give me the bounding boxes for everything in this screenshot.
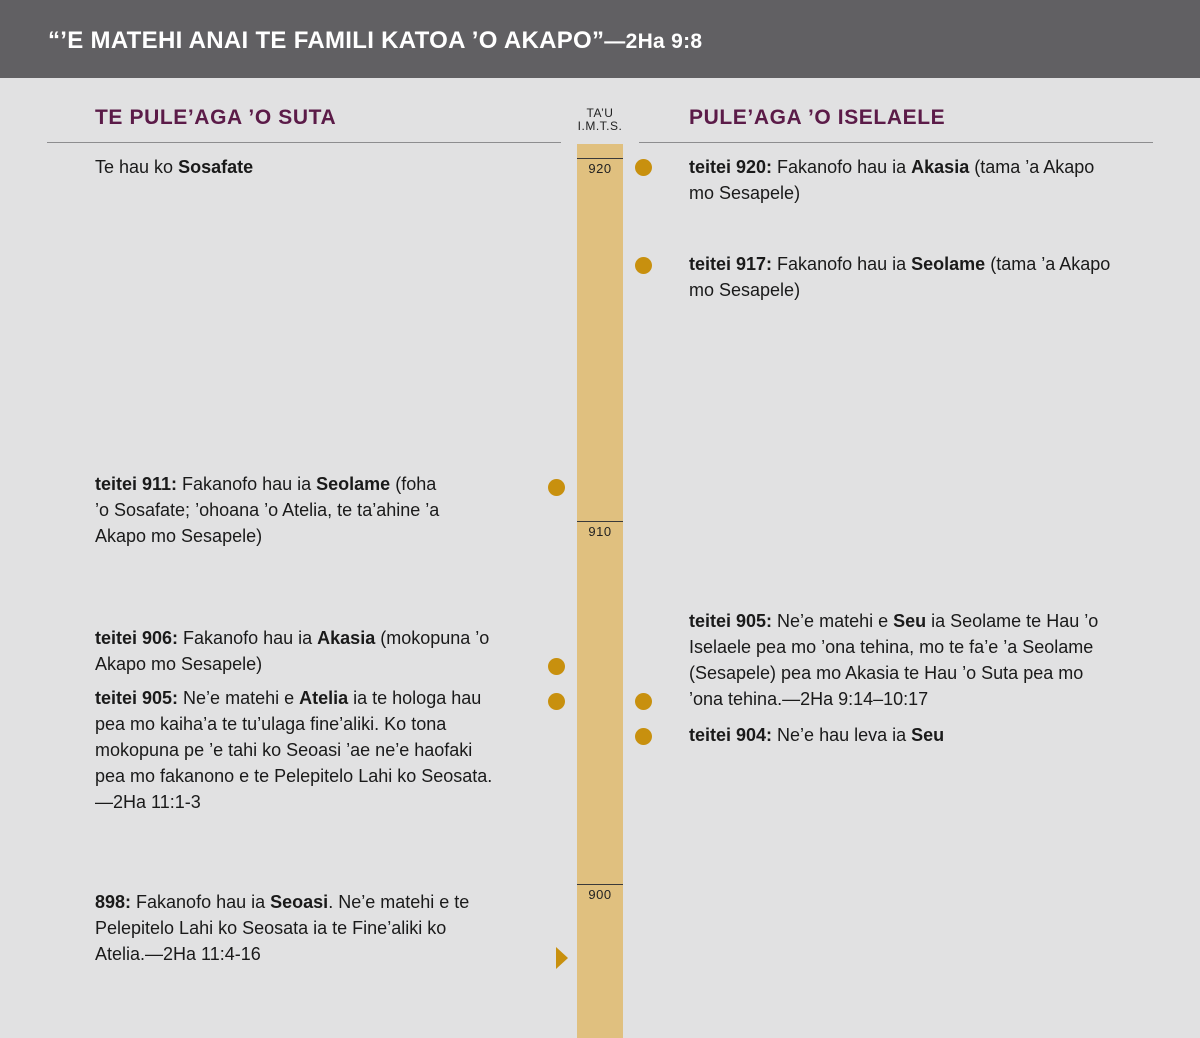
entry-date: teitei 905: [689, 611, 773, 631]
entry-text: . Ne’e matehi e te Pelepitelo Lahi ko Seosata ia te Fine’aliki ko Atelia.—2Ha 11:4-16 [95, 892, 470, 964]
title-scripture-ref: —2Ha 9:8 [604, 30, 703, 53]
entry-name: Seoasi [270, 892, 329, 912]
entry-text: Ne’e hau leva ia [772, 725, 912, 745]
entry-name: Atelia [299, 688, 349, 708]
entry-text: Ne’e matehi e [772, 611, 894, 631]
event-marker-arrow [556, 947, 568, 969]
entry-text: Fakanofo hau ia [178, 628, 318, 648]
entry-text: Ne’e matehi e [178, 688, 300, 708]
entry-date: 898: [95, 892, 132, 912]
timeline-tick-900 [577, 884, 623, 885]
entry-text: (tama ’a Akapo mo Sesapele) [689, 157, 1095, 203]
entry-name: Seu [911, 725, 945, 745]
entry-date: teitei 906: [95, 628, 179, 648]
left-heading-rule [47, 142, 561, 143]
page-title [48, 27, 702, 55]
year-heading-line1: TA’U [586, 106, 614, 120]
entry-date: teitei 905: [95, 688, 179, 708]
entry-name: Seolame [911, 254, 986, 274]
event-marker-dot [635, 693, 652, 710]
timeline-tick-920 [577, 158, 623, 159]
timeline-tick-label: 910 [588, 524, 612, 539]
event-marker-dot [635, 728, 652, 745]
year-column-heading [560, 107, 640, 133]
left-entry-911 [95, 471, 455, 549]
right-entry-920 [689, 154, 1119, 206]
left-column-heading: TE PULE’AGA ’O SUTA [95, 106, 337, 129]
event-marker-dot [548, 693, 565, 710]
entry-text: ia te hologa hau pea mo kaiha’a te tu’ulaga fine’aliki. Ko tona mokopuna pe ’e tahi ko Seoasi ’ae ne’e haofaki pea mo fakanono e te Pelepitelo Lahi ko Seosata.—2Ha 11:1-3 [95, 688, 493, 812]
entry-text: Fakanofo hau ia [772, 254, 912, 274]
entry-text: (foha ’o Sosafate; ’ohoana ’o Atelia, te ta’ahine ’a Akapo mo Sesapele) [95, 474, 440, 546]
entry-text: Fakanofo hau ia [772, 157, 912, 177]
entry-text: Fakanofo hau ia [131, 892, 271, 912]
left-entry-898 [95, 889, 475, 967]
entry-text: Fakanofo hau ia [177, 474, 317, 494]
timeline-bar [577, 144, 623, 1038]
entry-text: (tama ’a Akapo mo Sesapele) [689, 254, 1111, 300]
entry-name: Seolame [316, 474, 391, 494]
timeline-tick-label: 900 [588, 887, 612, 902]
entry-date: teitei 911: [95, 474, 178, 494]
left-entry-sosafate [95, 154, 515, 180]
entry-text: Te hau ko [95, 157, 179, 177]
header-bar [0, 0, 1200, 78]
right-heading-rule [639, 142, 1153, 143]
left-entry-905 [95, 685, 495, 815]
event-marker-dot [635, 159, 652, 176]
timeline-tick-label: 920 [588, 161, 612, 176]
entry-text: (mokopuna ’o Akapo mo Sesapele) [95, 628, 490, 674]
entry-date: teitei 920: [689, 157, 773, 177]
entry-date: teitei 904: [689, 725, 773, 745]
event-marker-dot [548, 479, 565, 496]
right-entry-905 [689, 608, 1109, 712]
timeline-tick-910 [577, 521, 623, 522]
entry-text: ia Seolame te Hau ’o Iselaele pea mo ’ona tehina, mo te fa’e ’a Seolame (Sesapele) pea mo Akasia te Hau ’o Suta pea mo ’ona tehina.—2Ha 9:14–10:17 [689, 611, 1099, 709]
entry-name: Akasia [317, 628, 376, 648]
right-column-heading: PULE’AGA ’O ISELAELE [689, 106, 946, 129]
entry-date: teitei 917: [689, 254, 773, 274]
entry-name: Akasia [911, 157, 970, 177]
right-entry-904 [689, 722, 1109, 748]
year-heading-line2: I.M.T.S. [577, 119, 623, 133]
left-entry-906 [95, 625, 495, 677]
title-main: “’E MATEHI ANAI TE FAMILI KATOA ’O AKAPO” [48, 27, 605, 54]
event-marker-dot [548, 658, 565, 675]
entry-name: Sosafate [178, 157, 254, 177]
right-entry-917 [689, 251, 1129, 303]
event-marker-dot [635, 257, 652, 274]
entry-name: Seu [893, 611, 927, 631]
